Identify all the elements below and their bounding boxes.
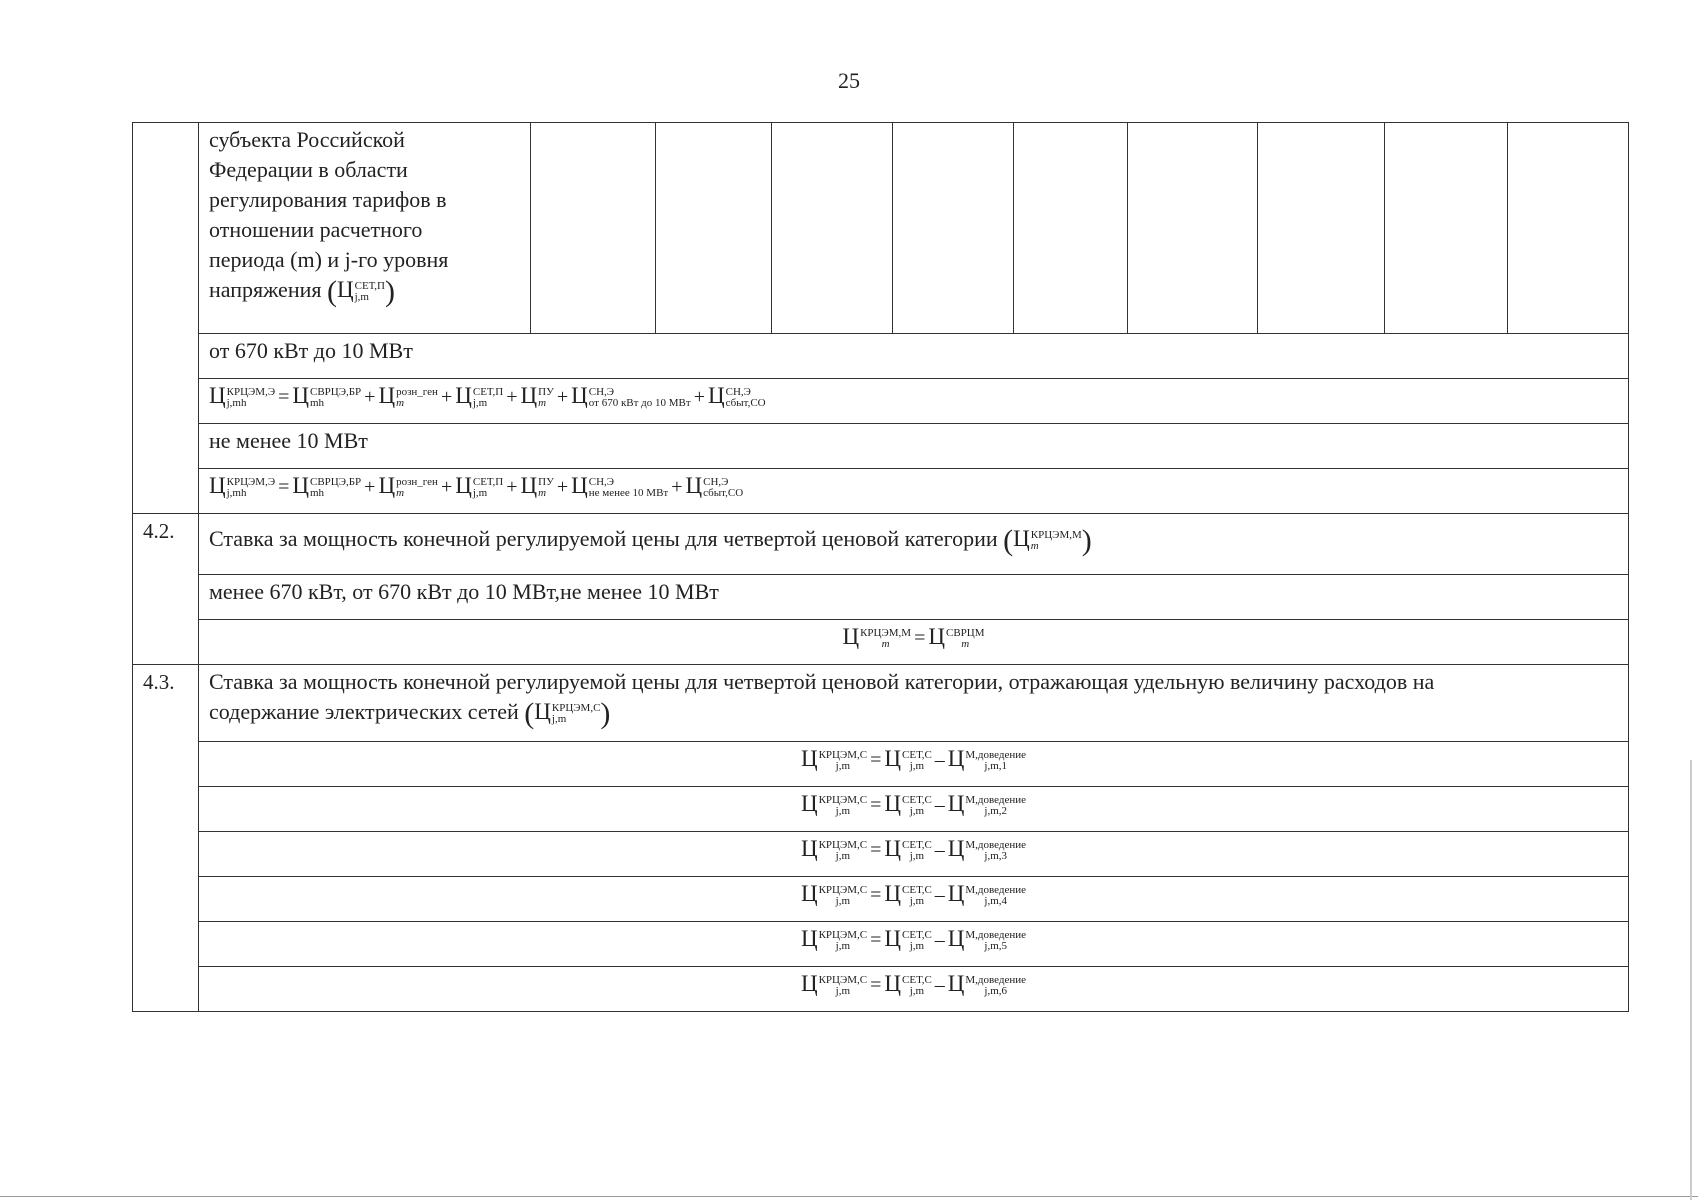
description-line-with-formula: напряжения (Ц СЕТ,П j,m )	[209, 274, 395, 308]
section-label: не менее 10 МВт	[199, 424, 1629, 469]
formula-cell: Ц КРЦЭМ,М m = Ц СВРЦМ m	[199, 620, 1629, 665]
empty-cell	[1385, 123, 1508, 334]
item-title: Ставка за мощность конечной регулируемой цены для четвертой ценовой категории (Ц КРЦЭМ,М m )	[199, 514, 1629, 575]
empty-cell	[1014, 123, 1128, 334]
description-line: регулирования тарифов в	[209, 187, 447, 212]
table-row	[133, 514, 1629, 575]
table-row	[133, 575, 1629, 620]
table-row	[133, 967, 1629, 1012]
table-row	[133, 469, 1629, 514]
section-label: от 670 кВт до 10 МВт	[199, 334, 1629, 379]
formula-cell: Ц КРЦЭМ,С j,m = Ц СЕТ,С j,m – Ц М,доведение j,m,6	[199, 967, 1629, 1012]
item-title: Ставка за мощность конечной регулируемой цены для четвертой ценовой категории, отражающая удельную величину расходов на содержание электрических сетей (Ц КРЦЭМ,С j,m )	[199, 665, 1629, 742]
item-number: 4.3.	[133, 665, 199, 1012]
tariff-table	[132, 122, 1629, 1012]
page-number: 25	[838, 68, 860, 93]
table-row	[133, 877, 1629, 922]
item-number: 4.2.	[133, 514, 199, 665]
empty-cell	[1508, 123, 1629, 334]
table-row	[133, 123, 1629, 334]
empty-cell	[1128, 123, 1258, 334]
scan-right-edge	[1690, 760, 1692, 1200]
row-description-cell	[199, 123, 531, 334]
description-line: Федерации в области	[209, 157, 408, 182]
formula-cell: Ц КРЦЭМ,С j,m = Ц СЕТ,С j,m – Ц М,доведение j,m,4	[199, 877, 1629, 922]
formula-cell: Ц КРЦЭМ,Э j,mh = Ц СВРЦЭ,БР mh + Ц розн_ген m + Ц СЕТ,П j,m + Ц ПУ m + Ц СН,Э не менее 10 МВт + Ц СН,Э сбыт,СО	[199, 469, 1629, 514]
formula-cell: Ц КРЦЭМ,С j,m = Ц СЕТ,С j,m – Ц М,доведение j,m,5	[199, 922, 1629, 967]
description-line: субъекта Российской	[209, 127, 405, 152]
scan-bottom-edge	[0, 1196, 1698, 1197]
formula-indices: СЕТ,П j,m	[354, 279, 385, 303]
table-row	[133, 620, 1629, 665]
formula-cell: Ц КРЦЭМ,Э j,mh = Ц СВРЦЭ,БР mh + Ц розн_ген m + Ц СЕТ,П j,m + Ц ПУ m + Ц СН,Э от 670 кВт до 10 МВт + Ц СН,Э сбыт,СО	[199, 379, 1629, 424]
description-line: отношении расчетного	[209, 217, 423, 242]
empty-cell	[531, 123, 656, 334]
table-row	[133, 665, 1629, 742]
table-row	[133, 742, 1629, 787]
table-row	[133, 832, 1629, 877]
empty-cell	[1258, 123, 1385, 334]
row-number-cell	[133, 123, 199, 514]
formula-cell: Ц КРЦЭМ,С j,m = Ц СЕТ,С j,m – Ц М,доведение j,m,1	[199, 742, 1629, 787]
table-row	[133, 424, 1629, 469]
empty-cell	[656, 123, 772, 334]
table-row	[133, 379, 1629, 424]
empty-cell	[893, 123, 1014, 334]
formula-cell: Ц КРЦЭМ,С j,m = Ц СЕТ,С j,m – Ц М,доведение j,m,2	[199, 787, 1629, 832]
table-row	[133, 787, 1629, 832]
table-row	[133, 922, 1629, 967]
formula-cell: Ц КРЦЭМ,С j,m = Ц СЕТ,С j,m – Ц М,доведение j,m,3	[199, 832, 1629, 877]
description-line: периода (m) и j-го уровня	[209, 247, 449, 272]
table-row	[133, 334, 1629, 379]
empty-cell	[772, 123, 893, 334]
item-ranges: менее 670 кВт, от 670 кВт до 10 МВт,не менее 10 МВт	[199, 575, 1629, 620]
